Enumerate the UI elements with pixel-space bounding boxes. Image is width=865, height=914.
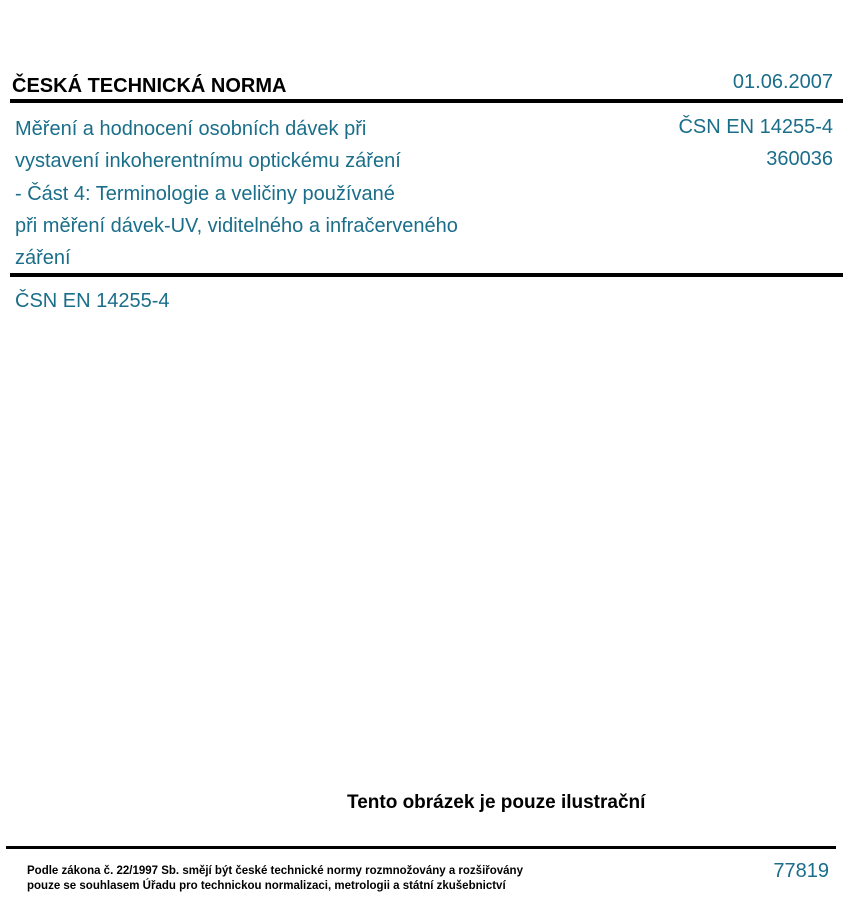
document-title-line: Měření a hodnocení osobních dávek při bbox=[15, 118, 367, 140]
footer-divider bbox=[6, 846, 836, 849]
legal-notice-line: pouze se souhlasem Úřadu pro technickou normalizaci, metrologii a státní zkušebnictví bbox=[27, 880, 506, 892]
document-title-line: záření bbox=[15, 247, 71, 270]
publication-date: 01.06.2007 bbox=[732, 71, 833, 93]
document-title-line: - Část 4: Terminologie a veličiny používané bbox=[15, 182, 395, 205]
legal-notice bbox=[27, 864, 523, 894]
norm-code-secondary: ČSN EN 14255-4 bbox=[15, 290, 170, 312]
legal-notice-line: Podle zákona č. 22/1997 Sb. smějí být české technické normy rozmnožovány a rozšiřovány bbox=[27, 865, 523, 877]
catalog-number: 77819 bbox=[773, 860, 829, 882]
title-divider bbox=[10, 273, 843, 277]
classification-code: 360036 bbox=[766, 148, 833, 170]
document-title-line: vystavení inkoherentnímu optickému záření bbox=[15, 150, 401, 173]
document-title bbox=[15, 113, 515, 274]
document-title-line: při měření dávek-UV, viditelného a infračerveného bbox=[15, 214, 458, 237]
illustration-note: Tento obrázek je pouze ilustrační bbox=[347, 792, 646, 813]
norm-code: ČSN EN 14255-4 bbox=[678, 116, 833, 138]
header-divider bbox=[10, 99, 843, 103]
norm-type-heading: ČESKÁ TECHNICKÁ NORMA bbox=[12, 75, 287, 97]
